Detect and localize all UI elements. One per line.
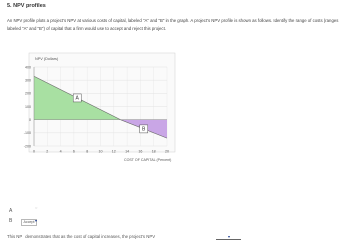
y-tick-label: 0: [29, 117, 31, 122]
sentence-main: demonstrates that as the cost of capital increases, the project's NPV: [25, 234, 156, 239]
y-tick-label: 400: [25, 65, 31, 70]
conclusion-sentence: [7, 234, 155, 239]
row-a-label: A: [9, 208, 13, 214]
x-tick-label: 0: [33, 149, 35, 154]
y-tick-label: -100: [23, 131, 31, 136]
accept-reject-dropdown[interactable]: Accept: [21, 219, 37, 226]
x-tick-label: 16: [138, 149, 143, 154]
x-tick-label: 8: [86, 149, 89, 154]
x-tick-label: 18: [151, 149, 156, 154]
x-tick-label: 12: [111, 149, 116, 154]
y-tick-label: 100: [25, 104, 31, 109]
x-tick-label: 14: [125, 149, 130, 154]
x-tick-label: 10: [98, 149, 103, 154]
sentence-prefix: This NP: [7, 234, 23, 239]
question-intro: An NPV profile plots a project's NPV at various costs of capital, labeled "A" and "B" in the graph. A project's NPV profile is shown as follows. Identify the range of costs (ranges labeled "A" and "B") of capital that a firm would use to accept and reject this project.: [7, 18, 339, 31]
x-tick-label: 20: [165, 149, 169, 154]
row-b-label: B: [9, 218, 13, 224]
y-tick-label: -200: [23, 144, 31, 149]
x-axis-label: COST OF CAPITAL (Percent): [124, 158, 172, 162]
x-tick-label: 4: [59, 149, 62, 154]
y-tick-label: 200: [25, 91, 31, 96]
region-label-b: B: [142, 126, 146, 133]
checkbox-icon[interactable]: ○: [35, 205, 38, 210]
region-label-a: A: [75, 95, 79, 102]
select-caret-icon[interactable]: ▾: [228, 234, 231, 239]
question-heading: 5. NPV profiles: [7, 3, 46, 9]
x-tick-label: 2: [46, 149, 49, 154]
y-axis-label: NPV (Dollars): [35, 57, 59, 61]
x-tick-label: 6: [72, 149, 75, 154]
npv-trend-select[interactable]: [216, 239, 241, 240]
chevron-down-icon: ▾: [35, 218, 38, 223]
y-tick-label: 300: [25, 78, 31, 83]
